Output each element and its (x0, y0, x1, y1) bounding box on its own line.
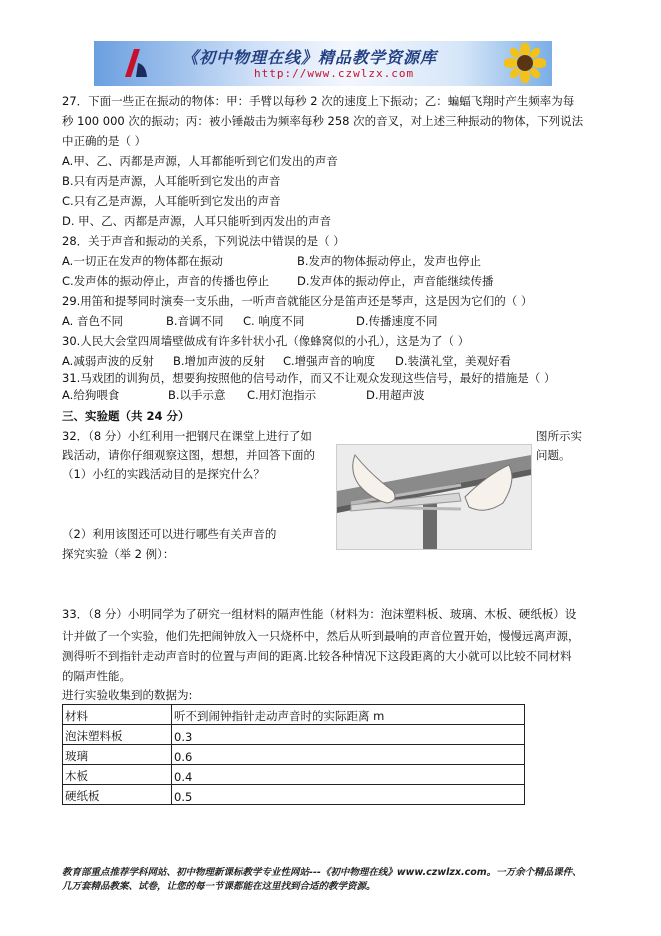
table-header-row (63, 705, 525, 725)
q33-stem-line4: 的隔声性能。 (62, 669, 131, 683)
table-header-cell: 材料 (63, 705, 172, 725)
banner-title: 《初中物理在线》精品教学资源库 (182, 48, 438, 67)
q32-stem-line1-left: 32．（8 分）小红利用一把钢尺在课堂上进行了如 (62, 429, 312, 443)
q28-option-d: D.发声体的振动停止，声音能继续传播 (297, 274, 494, 288)
q27-option-c: C.只有乙是声源，人耳能听到它发出的声音 (62, 194, 281, 208)
q29-option-d: D.传播速度不同 (356, 314, 438, 328)
q28-option-a: A.一切正在发声的物体都在振动 (62, 254, 223, 268)
q30-stem: 30.人民大会堂四周墙壁做成有许多针状小孔（像蜂窝似的小孔），这是为了（ ） (62, 334, 470, 348)
table-row (63, 725, 525, 745)
q27-option-a: A.甲、乙、丙都是声源，人耳都能听到它们发出的声音 (62, 154, 338, 168)
q27-option-b: B.只有丙是声源，人耳能听到它发出的声音 (62, 174, 281, 188)
q32-stem-line1-right: 图所示实 (536, 429, 582, 443)
table-cell: 硬纸板 (63, 785, 172, 805)
q30-option-d: D.装潢礼堂，美观好看 (395, 354, 512, 368)
q32-sub2-line1: （2）利用该图还可以进行哪些有关声音的 (62, 527, 277, 541)
q27-option-d: D. 甲、乙、丙都是声源，人耳只能听到丙发出的声音 (62, 214, 332, 228)
q28-option-c: C.发声体的振动停止，声音的传播也停止 (62, 274, 270, 288)
q28-stem: 28．关于声音和振动的关系，下列说法中错误的是（ ） (62, 234, 345, 248)
q29-option-b: B.音调不同 (166, 314, 224, 328)
insulation-data-table (62, 704, 525, 805)
q33-stem-line1: 33．（8 分）小明同学为了研究一组材料的隔声性能（材料为：泡沫塑料板、玻璃、木板、硬纸板）设 (62, 607, 577, 621)
table-cell: 木板 (63, 765, 172, 785)
banner-url[interactable]: http://www.czwlzx.com (254, 67, 415, 80)
q29-option-c: C. 响度不同 (243, 314, 305, 328)
q28-option-b: B.发声的物体振动停止，发声也停止 (297, 254, 482, 268)
table-cell: 0.4 (172, 765, 525, 785)
header-banner (94, 41, 552, 86)
q31-option-a: A.给狗喂食 (62, 388, 120, 402)
q31-option-b: B.以手示意 (168, 388, 226, 402)
q33-stem-line5: 进行实验收集到的数据为: (62, 688, 193, 702)
q33-stem-line3: 测得听不到指针走动声音时的位置与声间的距离.比较各种情况下这段距离的大小就可以比较不同材料 (62, 649, 572, 663)
section-heading-experiments: 三、实验题（共 24 分） (62, 409, 190, 423)
site-logo-icon (124, 47, 148, 79)
q29-option-a: A. 音色不同 (62, 314, 123, 328)
table-cell: 0.3 (172, 725, 525, 745)
table-row (63, 745, 525, 765)
q30-option-a: A.减弱声波的反射 (62, 354, 154, 368)
q29-stem: 29.用笛和提琴同时演奏一支乐曲，一听声音就能区分是笛声还是琴声，这是因为它们的（ ） (62, 294, 533, 308)
table-cell: 玻璃 (63, 745, 172, 765)
q27-stem-line1: 27．下面一些正在振动的物体：甲：手臂以每秒 2 次的速度上下振动；乙：蝙蝠飞翔时产生频率为每 (62, 94, 575, 108)
q32-stem-line2-left: 践活动，请你仔细观察这图，想想，并回答下面的 (62, 448, 315, 462)
table-header-cell: 听不到闹钟指针走动声音时的实际距离 m (172, 705, 525, 725)
q27-stem-line2: 秒 100 000 次的振动；丙：被小锤敲击为频率每秒 258 次的音叉，对上述三种振动的物体，下列说法 (62, 114, 584, 128)
table-row (63, 785, 525, 805)
q31-option-d: D.用超声波 (366, 388, 425, 402)
ruler-experiment-photo (336, 444, 532, 550)
q31-stem: 31.马戏团的训狗员，想要狗按照他的信号动作，而又不让观众发现这些信号，最好的措施是（ ） (62, 371, 556, 385)
table-cell: 0.5 (172, 785, 525, 805)
q32-sub2-line2: 探究实验（举 2 例）： (62, 547, 175, 561)
sunflower-icon (504, 43, 546, 83)
table-cell: 0.6 (172, 745, 525, 765)
q30-option-c: C.增强声音的响度 (283, 354, 376, 368)
footer-line1: 教育部重点推荐学科网站、初中物理新课标教学专业性网站---《初中物理在线》www.czwlzx.com。一万余个精品课件、 (62, 867, 582, 878)
q33-stem-line2: 计并做了一个实验，他们先把闹钟放入一只烧杯中，然后从听到最响的声音位置开始，慢慢远离声源， (62, 629, 580, 643)
q32-sub1: （1）小红的实践活动目的是探究什么？ (62, 467, 265, 481)
q32-stem-line2-right: 问题。 (536, 448, 571, 462)
table-row (63, 765, 525, 785)
table-cell: 泡沫塑料板 (63, 725, 172, 745)
q31-option-c: C.用灯泡指示 (247, 388, 317, 402)
q30-option-b: B.增加声波的反射 (173, 354, 266, 368)
q27-stem-line3: 中正确的是（ ） (62, 134, 147, 148)
footer-line2: 几万套精品教案、试卷，让您的每一节课都能在这里找到合适的教学资源。 (62, 881, 376, 892)
